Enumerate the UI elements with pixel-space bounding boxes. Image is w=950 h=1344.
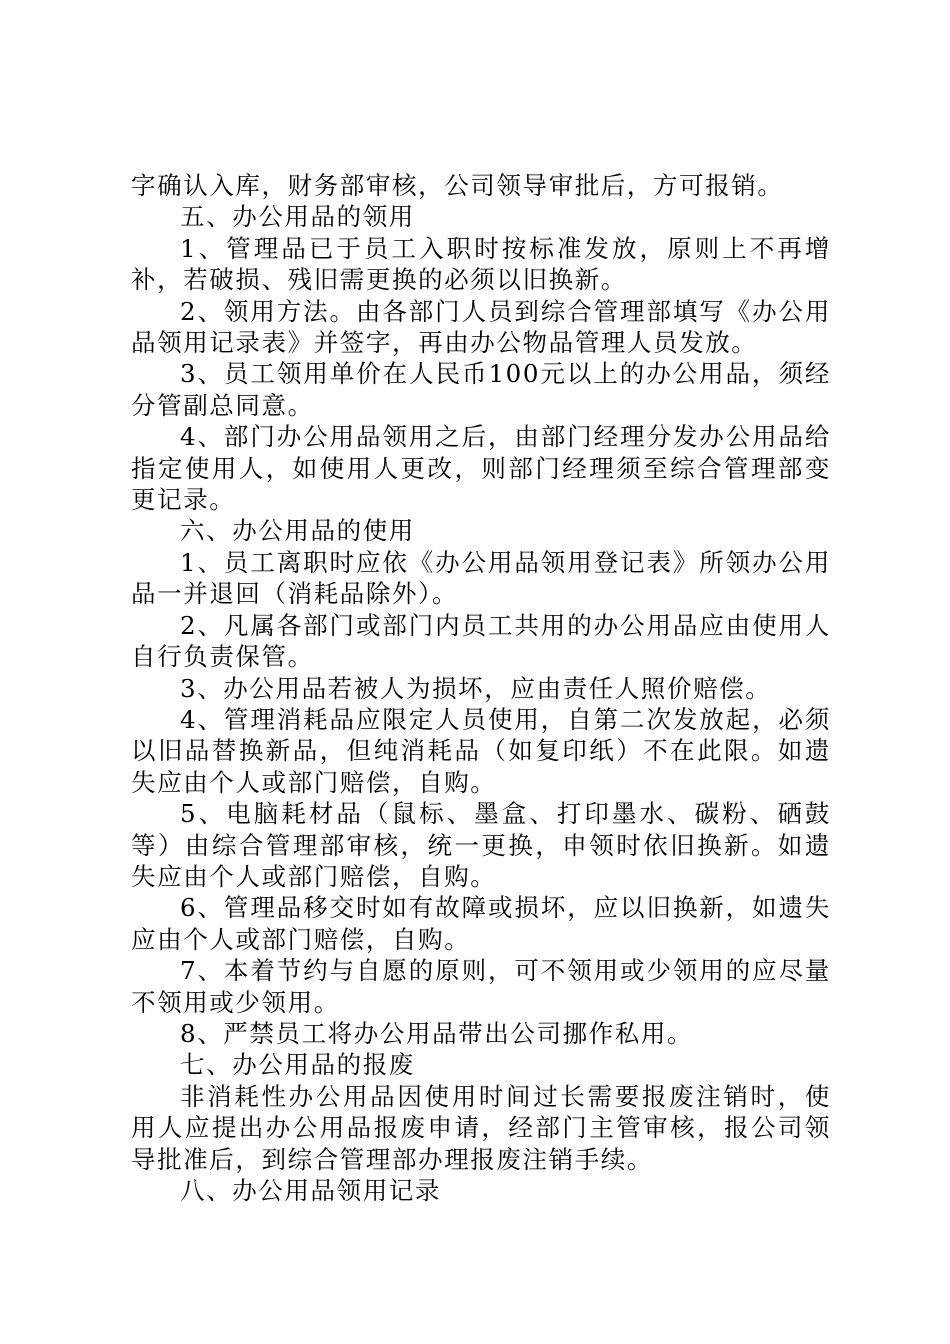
paragraph-6-6: 6、管理品移交时如有故障或损坏，应以旧换新，如遗失应由个人或部门赔偿，自购。	[131, 893, 831, 954]
paragraph-5-3: 3、员工领用单价在人民币100元以上的办公用品，须经分管副总同意。	[131, 359, 831, 420]
paragraph-6-7: 7、本着节约与自愿的原则，可不领用或少领用的应尽量不领用或少领用。	[131, 956, 831, 1017]
section-heading-6: 六、办公用品的使用	[180, 516, 415, 546]
section-heading-5: 五、办公用品的领用	[180, 202, 415, 232]
paragraph-7-1: 非消耗性办公用品因使用时间过长需要报废注销时，使用人应提出办公用品报废申请，经部门主管审核，报公司领导批准后，到综合管理部办理报废注销手续。	[131, 1081, 831, 1174]
section-heading-8: 八、办公用品领用记录	[180, 1176, 441, 1205]
paragraph-6-4: 4、管理消耗品应限定人员使用，自第二次发放起，必须以旧品替换新品，但纯消耗品（如复印纸）不在此限。如遗失应由个人或部门赔偿，自购。	[131, 704, 831, 797]
paragraph-6-8: 8、严禁员工将办公用品带出公司挪作私用。	[180, 1018, 694, 1048]
section-heading-7: 七、办公用品的报废	[180, 1050, 415, 1080]
paragraph-continuation: 字确认入库，财务部审核，公司领导审批后，方可报销。	[131, 171, 784, 200]
paragraph-5-2: 2、领用方法。由各部门人员到综合管理部填写《办公用品领用记录表》并签字，再由办公物品管理人员发放。	[131, 296, 831, 358]
paragraph-6-2: 2、凡属各部门或部门内员工共用的办公用品应由使用人自行负责保管。	[131, 610, 831, 672]
paragraph-5-4: 4、部门办公用品领用之后，由部门经理分发办公用品给指定使用人，如使用人更改，则部门经理须至综合管理部变更记录。	[131, 422, 831, 515]
paragraph-5-1: 1、管理品已于员工入职时按标准发放，原则上不再增补，若破损、残旧需更换的必须以旧换新。	[131, 233, 831, 295]
paragraph-6-5: 5、电脑耗材品（鼠标、墨盒、打印墨水、碳粉、硒鼓等）由综合管理部审核，统一更换，申领时依旧换新。如遗失应由个人或部门赔偿，自购。	[131, 799, 831, 891]
document-body	[131, 170, 831, 1206]
paragraph-6-1: 1、员工离职时应依《办公用品领用登记表》所领办公用品一并退回（消耗品除外）。	[131, 547, 831, 609]
paragraph-6-3: 3、办公用品若被人为损坏，应由责任人照价赔偿。	[180, 673, 772, 703]
